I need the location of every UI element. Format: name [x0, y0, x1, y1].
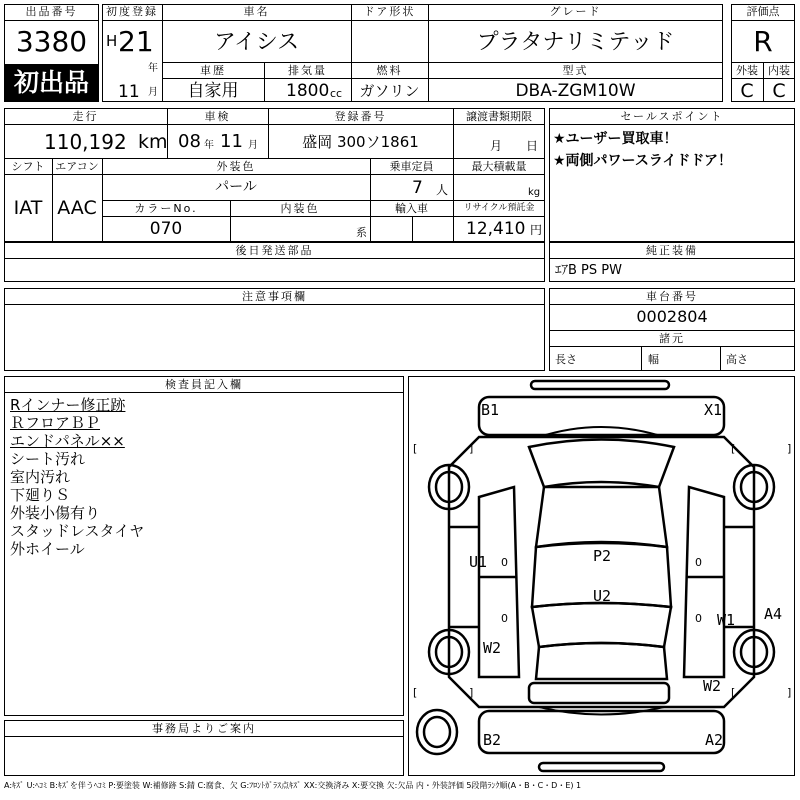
mileage-value: 110,192	[44, 130, 127, 154]
grade-value: プラタナリミテッド	[476, 30, 675, 55]
mark-p2: P2	[593, 547, 612, 565]
color-no-label: カラーNo.	[134, 202, 198, 215]
disp-unit: cc	[330, 87, 343, 100]
reg-year-unit: 年	[148, 63, 158, 74]
reg-year: 21	[118, 25, 154, 58]
inspector-line-1: Rインナー修正跡	[10, 396, 126, 414]
model-label: 型式	[562, 64, 589, 77]
reg-label: 初度登録	[106, 5, 158, 18]
mark-u1: U1	[469, 553, 488, 571]
first-listing-text: 初出品	[13, 68, 89, 97]
transfer-day: 日	[526, 139, 539, 153]
score-value: R	[753, 25, 773, 58]
color-value: パール	[215, 179, 257, 195]
notes-label: 注意事項欄	[242, 290, 307, 303]
length-label: 長さ	[555, 353, 577, 366]
car-name: アイシス	[213, 30, 300, 55]
transfer-month: 月	[490, 139, 503, 153]
name-label: 車名	[243, 5, 270, 18]
inspector-line-3: エンドパネル××	[10, 432, 125, 450]
ext-grade: C	[740, 80, 754, 102]
chassis-label: 車台番号	[646, 290, 698, 303]
history-label: 車歴	[200, 64, 226, 77]
inspector-line-5: 室内汚れ	[10, 468, 71, 486]
color-label: 外装色	[216, 160, 256, 173]
reg-month: 11	[118, 82, 140, 102]
mark-b1: B1	[481, 401, 500, 419]
reg-era: H	[106, 32, 118, 50]
mark-w2-left: W2	[483, 639, 502, 657]
lot-number: 3380	[15, 25, 88, 58]
width-label: 幅	[648, 353, 659, 366]
inspector-line-4: シート汚れ	[10, 450, 86, 468]
score-label: 評価点	[746, 5, 780, 18]
later-parts-label: 後日発送部品	[235, 244, 314, 257]
detail-table	[4, 108, 545, 242]
equipment-label: 純正装備	[646, 244, 698, 257]
ext-label: 外装	[736, 64, 758, 77]
recycle-value: 12,410	[466, 219, 526, 239]
inspector-line-6: 下廻りＳ	[10, 486, 71, 504]
load-label: 最大積載量	[471, 160, 527, 173]
mark-w1: W1	[717, 611, 736, 629]
interior-color-label: 内装色	[280, 202, 320, 215]
int-label: 内装	[768, 64, 790, 77]
int-grade: C	[772, 80, 786, 102]
mileage-unit: km	[138, 131, 168, 153]
shift-label: シフト	[11, 160, 45, 173]
inspection-month: 11	[220, 131, 243, 152]
plate-value: 盛岡 300ソ1861	[302, 133, 419, 151]
sales-point-label: セールスポイント	[620, 110, 724, 123]
disp-value: 1800	[286, 81, 330, 101]
mark-x1: X1	[704, 401, 723, 419]
sales-point-2: ★両側パワースライドドア！	[553, 153, 733, 169]
reg-month-unit: 月	[148, 87, 158, 98]
damage-legend: A:ｷｽﾞ U:ﾍｺﾐ B:ｷｽﾞを伴うﾍｺﾐ P:要塗装 W:補修跡 S:錆 C:腐食、欠 G:ﾌﾛﾝﾄｶﾞﾗｽ点ｷｽﾞ XX:交換済み X:要交換 欠:欠品 内・外装評価 5段階ﾗﾝｸ順(A・B・C・D・E) 1	[4, 781, 582, 790]
inspector-line-2: ＲフロアＢＰ	[10, 414, 101, 432]
mark-w2-right: W2	[703, 677, 722, 695]
sales-point-1: ★ユーザー買取車！	[553, 131, 678, 147]
fuel-label: 燃料	[376, 64, 403, 77]
recycle-unit: 円	[530, 223, 543, 237]
recycle-label: リサイクル預託金	[463, 203, 535, 213]
car-diagram: [ ] [ ] [ ] [ ] 0 0 0 0 B1 X1 U1 P2 U2 W1 A4 W2 W2 B2 A2	[408, 376, 795, 776]
fuel-value: ガソリン	[359, 82, 420, 100]
inspection-year-unit: 年	[204, 140, 214, 151]
transfer-label: 譲渡書類期限	[466, 110, 532, 123]
disp-label: 排気量	[288, 64, 327, 77]
grade-label: グレード	[549, 5, 602, 18]
seats-value: 7	[412, 178, 423, 198]
specs-label: 諸元	[659, 332, 685, 345]
mark-b2: B2	[483, 731, 502, 749]
car-diagram-drawing	[409, 377, 796, 777]
door-label: ドア形状	[363, 5, 416, 18]
inspection-year: 08	[178, 131, 201, 152]
mark-a2: A2	[705, 731, 724, 749]
ac-label: エアコン	[55, 160, 99, 173]
shift-value: IAT	[13, 197, 43, 219]
history-value: 自家用	[187, 81, 239, 101]
lot-label: 出品番号	[25, 5, 78, 18]
mileage-label: 走行	[72, 110, 99, 123]
color-no-value: 070	[149, 219, 183, 239]
seats-unit: 人	[436, 183, 449, 197]
inspector-label: 検査員記入欄	[165, 378, 243, 391]
seats-label: 乗車定員	[389, 160, 434, 173]
plate-label: 登録番号	[334, 110, 387, 123]
model-value: DBA-ZGM10W	[515, 81, 636, 101]
inspector-line-8: スタッドレスタイヤ	[10, 522, 145, 540]
mark-a4: A4	[764, 605, 783, 623]
import-label: 輸入車	[395, 202, 428, 215]
ac-value: AAC	[57, 197, 97, 219]
inspector-line-9: 外ホイール	[10, 540, 85, 558]
height-label: 高さ	[726, 353, 748, 366]
sales-point-box	[549, 108, 795, 242]
mark-u2: U2	[593, 587, 612, 605]
inspection-label: 車検	[204, 110, 231, 123]
chassis-number: 0002804	[636, 307, 708, 326]
inspection-month-unit: 月	[248, 140, 258, 151]
office-label: 事務局よりご案内	[152, 722, 256, 735]
equipment-value: ｴｱB PS PW	[555, 263, 622, 278]
inspector-line-7: 外装小傷有り	[10, 504, 101, 522]
interior-color-unit: 系	[356, 226, 367, 239]
load-unit: kg	[528, 187, 541, 198]
